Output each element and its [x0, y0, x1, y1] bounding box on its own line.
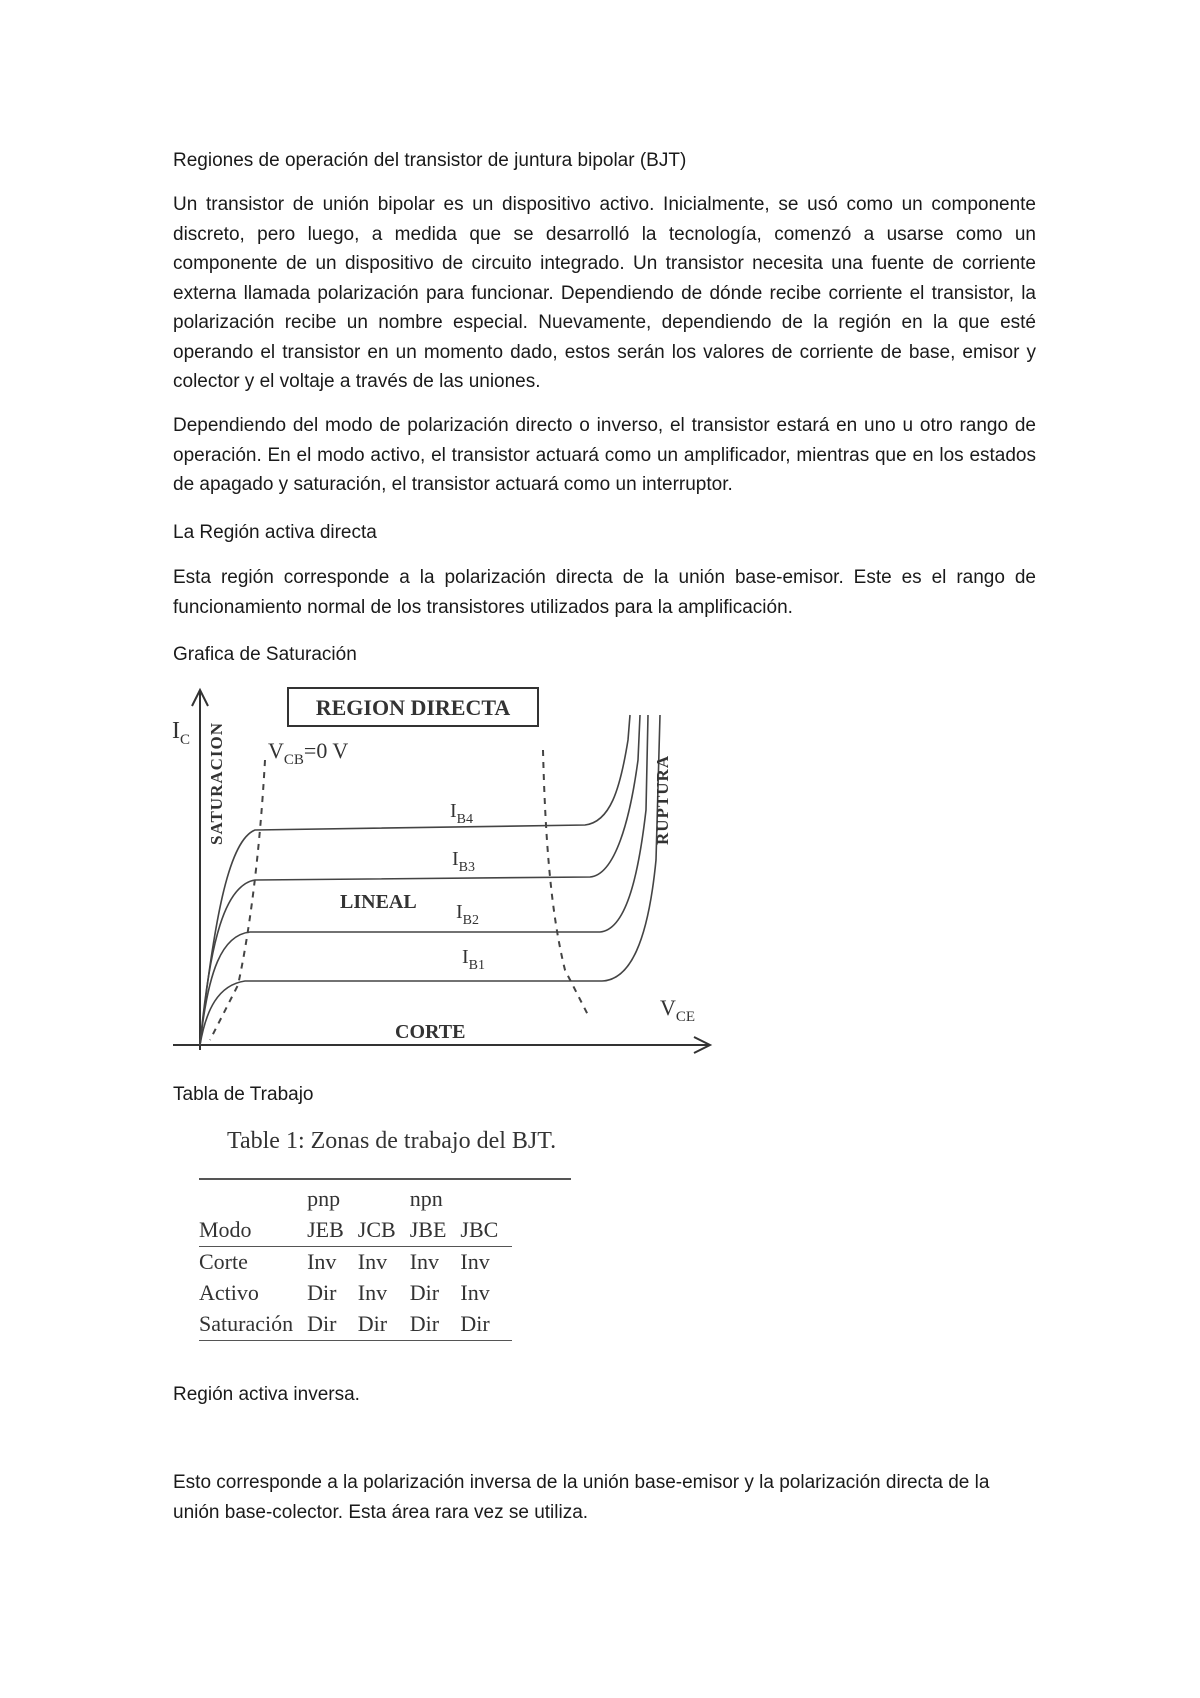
- table-header-cell: JCB: [357, 1217, 396, 1242]
- table-header-row: [199, 1215, 512, 1247]
- table-cell: Inv: [357, 1249, 388, 1274]
- curve-label-ib4: $I_{B4}$: [450, 800, 474, 827]
- document-title: Regiones de operación del transistor de juntura bipolar (BJT): [173, 150, 687, 171]
- table-header-cell: JBE: [409, 1217, 447, 1242]
- corte-label: CORTE: [395, 1021, 466, 1043]
- table-cell: Dir: [307, 1311, 337, 1336]
- paragraph-intro: Un transistor de unión bipolar es un dispositivo activo. Inicialmente, se usó como un componente discreto, pero luego, a medida que se desarrolló la tecnología, comenzó a usarse como un componente de un dispositivo de circuito integrado. Un transistor necesita una fuente de corriente externa llamada polarización para funcionar. Dependiendo de dónde recibe corriente el transistor, la polarización recibe un nombre especial. Nuevamente, dependiendo de la región en la que esté operando el transistor en un momento dado, estos serán los valores de corriente de base, emisor y colector y el voltaje a través de las uniones.: [173, 194, 1036, 392]
- region-box-title: REGION DIRECTA: [315, 695, 511, 720]
- table-group-header-cell: [199, 1184, 307, 1215]
- table-cell: Corte: [199, 1249, 248, 1274]
- table-group-header-cell: npn: [409, 1186, 443, 1211]
- heading-saturation-graph: Grafica de Saturación: [173, 644, 357, 665]
- table-group-header-cell: [358, 1184, 410, 1215]
- table-cell: Dir: [460, 1311, 490, 1336]
- bjt-work-table: [199, 1184, 512, 1341]
- ruptura-label: RUPTURA: [653, 754, 672, 845]
- table-group-header-cell: pnp: [307, 1186, 341, 1211]
- table-cell: Inv: [307, 1249, 337, 1274]
- curve-label-ib1: $I_{B1}$: [462, 946, 486, 973]
- curve-ib3: [200, 715, 640, 1045]
- curve-label-ib3: $I_{B3}$: [452, 848, 476, 875]
- saturacion-label: SATURACION: [207, 721, 226, 845]
- table-group-header-cell: [460, 1184, 512, 1215]
- table-row: [199, 1309, 512, 1341]
- paragraph-active-region: Esta región corresponde a la polarización directa de la unión base-emisor. Este es el rango de funcionamiento normal de los transistores utilizados para la amplificación.: [173, 567, 1036, 618]
- table-cell: Inv: [460, 1249, 490, 1274]
- paragraph-inverse-region: Esto corresponde a la polarización inversa de la unión base-emisor y la polarización directa de la unión base-colector. Esta área rara vez se utiliza.: [173, 1472, 990, 1523]
- table-group-header-row: [199, 1184, 512, 1215]
- table-cell: Dir: [307, 1280, 337, 1305]
- work-table-figure: [199, 1128, 579, 1341]
- table-cell: Dir: [357, 1311, 388, 1336]
- cutoff-boundary: [543, 750, 588, 1015]
- vcb-label: $V_{CB}=0$ V: [268, 738, 349, 768]
- table-cell: Inv: [357, 1280, 388, 1305]
- table-top-rule: [199, 1178, 571, 1180]
- curve-group: [200, 715, 660, 1045]
- table-cell: Dir: [409, 1311, 440, 1336]
- heading-active-region: La Región activa directa: [173, 522, 377, 543]
- heading-inverse-region: Región activa inversa.: [173, 1384, 360, 1405]
- table-row: [199, 1278, 512, 1309]
- curve-label-ib2: $I_{B2}$: [456, 901, 480, 928]
- x-axis-label: $V_{CE}$: [660, 995, 696, 1025]
- bjt-characteristic-figure: [170, 680, 720, 1065]
- table-cell: Inv: [460, 1280, 490, 1305]
- table-cell: Activo: [199, 1280, 259, 1305]
- table-cell: Inv: [409, 1249, 440, 1274]
- table-cell: Dir: [409, 1280, 440, 1305]
- table-header-cell: JBC: [460, 1217, 499, 1242]
- table-header-cell: Modo: [199, 1217, 252, 1242]
- heading-work-table: Tabla de Trabajo: [173, 1084, 314, 1105]
- y-axis-label: $I_C$: [172, 718, 191, 748]
- table-header-cell: JEB: [307, 1217, 344, 1242]
- table-row: [199, 1246, 512, 1278]
- paragraph-modes: Dependiendo del modo de polarización directo o inverso, el transistor estará en uno u otro rango de operación. En el modo activo, el transistor actuará como un amplificador, mientras que en los estados de apagado y saturación, el transistor actuará como un interruptor.: [173, 415, 1036, 495]
- table-cell: Saturación: [199, 1311, 294, 1336]
- lineal-label: LINEAL: [340, 891, 417, 913]
- table-caption: Table 1: Zonas de trabajo del BJT.: [227, 1128, 557, 1154]
